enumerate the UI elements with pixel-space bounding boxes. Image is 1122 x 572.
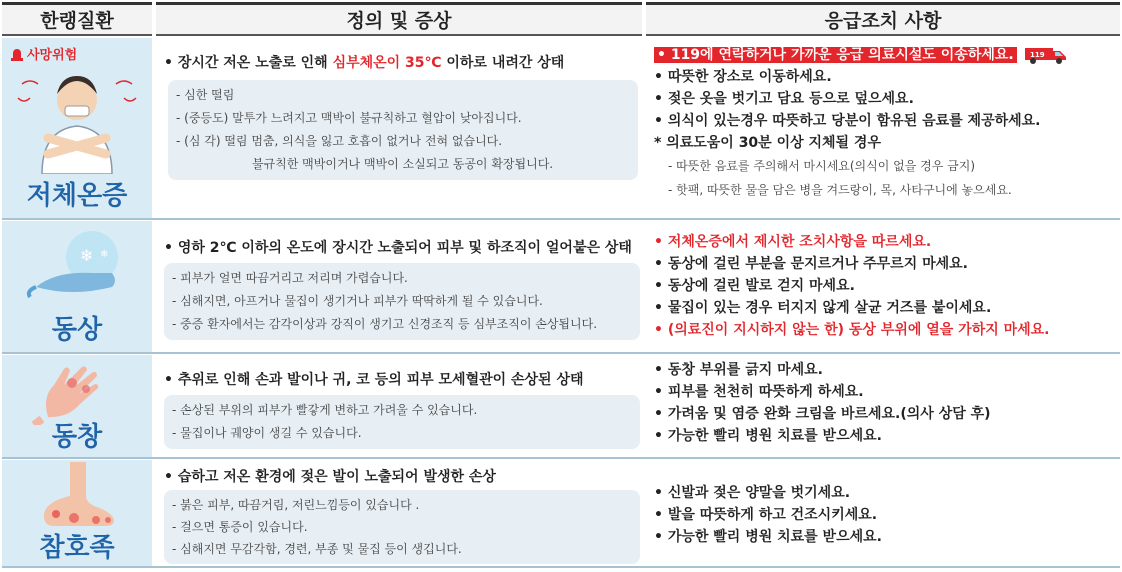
action-note: * 의료도움이 30분 이상 지체될 경우 bbox=[654, 135, 881, 151]
illness-cell bbox=[2, 355, 152, 457]
first-aid-cell bbox=[646, 221, 1120, 352]
action-list bbox=[646, 460, 1120, 548]
action-item: • 가능한 빨리 병원 치료를 받으세요. bbox=[654, 428, 882, 444]
cold-illness-table bbox=[2, 2, 1120, 568]
symptom-item: - 붉은 피부, 따끔거림, 저린느낌등이 있습니다 . bbox=[172, 498, 420, 512]
definition-cell bbox=[156, 221, 642, 352]
definition-cell bbox=[156, 38, 642, 218]
action-sub-item: - 핫팩, 따뜻한 물을 담은 병을 겨드랑이, 목, 사타구니에 놓으세요. bbox=[668, 183, 1012, 197]
first-aid-cell bbox=[646, 38, 1120, 218]
definition-cell bbox=[156, 355, 642, 457]
symptom-item: 불규칙한 맥박이거나 맥박이 소실되고 동공이 확장됩니다. bbox=[252, 157, 554, 171]
action-item: • 동상에 걸린 발로 걷지 마세요. bbox=[654, 278, 855, 294]
header-illness: 한랭질환 bbox=[2, 2, 152, 36]
symptom-item: - 심한 떨림 bbox=[176, 88, 235, 102]
action-item: • 가능한 빨리 병원 치료를 받으세요. bbox=[654, 529, 882, 545]
row-frostbite bbox=[2, 221, 1120, 352]
siren-icon bbox=[10, 46, 24, 62]
illness-name: 참호족 bbox=[39, 533, 115, 563]
illness-name: 동상 bbox=[51, 315, 103, 345]
row-chilblains bbox=[2, 355, 1120, 457]
illness-name: 동창 bbox=[51, 422, 103, 452]
action-item-highlight: • (의료진이 지시하지 않는 한) 동상 부위에 열을 가하지 마세요. bbox=[654, 322, 1050, 338]
action-item: • 동상에 걸린 부분을 문지르거나 주무르지 마세요. bbox=[654, 256, 968, 272]
action-item: • 동창 부위를 긁지 마세요. bbox=[654, 362, 824, 378]
first-aid-cell bbox=[646, 355, 1120, 457]
row-divider bbox=[2, 352, 1120, 354]
symptom-item: - 심해지면, 아프거나 물집이 생기거나 피부가 딱딱하게 될 수 있습니다. bbox=[172, 294, 543, 308]
illness-cell bbox=[2, 460, 152, 566]
symptom-item: - 중증 환자에서는 감각이상과 강직이 생기고 신경조직 등 심부조직이 손상됩니다. bbox=[172, 317, 598, 331]
symptom-box bbox=[164, 490, 640, 564]
danger-label: 사망위험 bbox=[27, 48, 78, 63]
row-divider bbox=[2, 566, 1120, 568]
illness-cell bbox=[2, 38, 152, 218]
row-divider bbox=[2, 457, 1120, 459]
action-item: • 피부를 천천히 따뜻하게 하세요. bbox=[654, 384, 864, 400]
injured-foot-icon bbox=[26, 462, 126, 532]
row-hypothermia bbox=[2, 38, 1120, 218]
action-list bbox=[646, 38, 1120, 202]
shivering-person-icon bbox=[12, 64, 142, 174]
action-item-emergency: • 119에 연락하거나 가까운 응급 의료시설도 이송하세요. 119 bbox=[654, 44, 1120, 66]
action-item: • 의식이 있는경우 따뜻하고 당분이 함유된 음료를 제공하세요. bbox=[654, 113, 1041, 129]
symptom-box bbox=[164, 263, 640, 340]
action-list bbox=[646, 355, 1120, 447]
definition-text: • 영하 2℃ 이하의 온도에 장시간 노출되어 피부 및 하조직이 얼어붙은 상태 bbox=[164, 240, 632, 256]
row-trench-foot bbox=[2, 460, 1120, 566]
definition-text: • 장시간 저온 노출로 인해 심부체온이 35℃ 이하로 내려간 상태 bbox=[164, 55, 565, 71]
action-item: • 가려움 및 염증 완화 크림을 바르세요.(의사 상담 후) bbox=[654, 406, 991, 422]
symptom-item: - (중등도) 말투가 느려지고 맥박이 불규칙하고 혈압이 낮아집니다. bbox=[176, 111, 522, 125]
ambulance-icon bbox=[1024, 45, 1068, 65]
symptom-item: - 피부가 얼면 따끔거리고 저리며 가렵습니다. bbox=[172, 271, 408, 285]
svg-text:❄: ❄ bbox=[80, 246, 94, 265]
action-sub-item: - 따뜻한 음료를 주의해서 마시세요(의식이 없을 경우 금지) bbox=[668, 159, 976, 173]
illness-name: 저체온증 bbox=[26, 181, 128, 211]
frozen-foot-icon bbox=[16, 227, 136, 313]
definition-text: • 습하고 저온 환경에 젖은 발이 노출되어 발생한 손상 bbox=[164, 469, 496, 485]
symptom-item: - (심 각) 떨림 멈춤, 의식을 잃고 호흡이 없거나 전혀 없습니다. bbox=[176, 134, 503, 148]
definition-cell bbox=[156, 460, 642, 566]
symptom-box bbox=[164, 395, 640, 449]
symptom-item: - 심해지면 무감각함, 경련, 부종 및 물집 등이 생깁니다. bbox=[172, 542, 462, 556]
row-divider bbox=[2, 218, 1120, 220]
danger-badge bbox=[10, 44, 77, 63]
action-item: • 신발과 젖은 양말을 벗기세요. bbox=[654, 485, 851, 501]
svg-text:❄: ❄ bbox=[100, 249, 109, 260]
definition-text: • 추위로 인해 손과 발이나 귀, 코 등의 피부 모세혈관이 손상된 상태 bbox=[164, 372, 584, 388]
header-definition: 정의 및 증상 bbox=[156, 2, 642, 36]
action-item: • 물집이 있는 경우 터지지 않게 살균 거즈를 붙이세요. bbox=[654, 300, 992, 316]
illness-cell bbox=[2, 221, 152, 352]
core-temp-highlight: 심부체온이 35℃ bbox=[332, 55, 442, 71]
action-item: • 따뜻한 장소로 이동하세요. bbox=[654, 69, 832, 85]
svg-text:119: 119 bbox=[1029, 51, 1045, 59]
action-list bbox=[646, 221, 1120, 341]
action-item-highlight: • 저체온증에서 제시한 조치사항을 따르세요. bbox=[654, 234, 932, 250]
symptom-item: - 손상된 부위의 피부가 빨갛게 변하고 가려울 수 있습니다. bbox=[172, 403, 478, 417]
action-item: • 젖은 옷을 벗기고 담요 등으로 덮으세요. bbox=[654, 91, 914, 107]
action-item: • 발을 따뜻하게 하고 건조시키세요. bbox=[654, 507, 878, 523]
symptom-item: - 물집이나 궤양이 생길 수 있습니다. bbox=[172, 426, 362, 440]
first-aid-cell bbox=[646, 460, 1120, 566]
symptom-item: - 걸으면 통증이 있습니다. bbox=[172, 520, 308, 534]
header-first-aid: 응급조치 사항 bbox=[646, 2, 1120, 36]
symptom-box bbox=[168, 80, 638, 180]
